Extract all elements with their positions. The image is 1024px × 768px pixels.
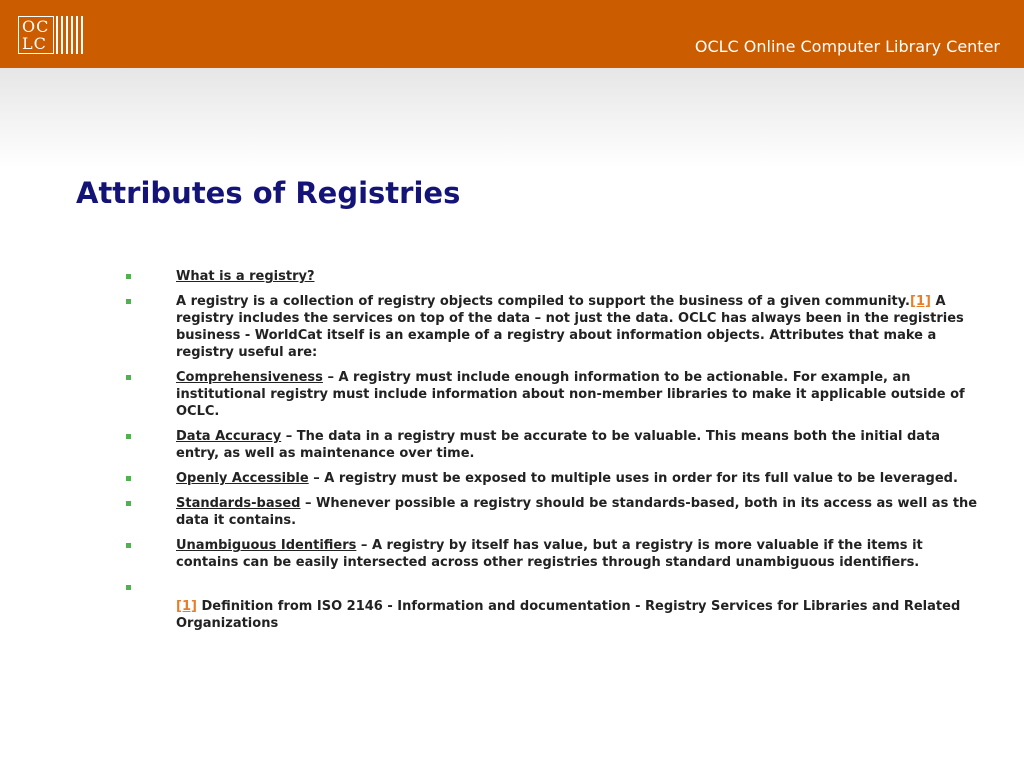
term-standards-based: Standards-based [176,496,301,511]
list-item-footnote [126,579,986,632]
list-item [126,293,986,361]
bullet-icon [126,375,131,380]
item-text: A registry is a collection of registry objects compiled to support the business of a given community. [176,294,910,309]
bullet-icon [126,585,131,590]
logo-line-2: LC [22,34,47,53]
footnote [176,598,986,632]
item-text: – A registry by itself has value, but a registry is more valuable if the items it contains can be easily intersected across other registries through standard unambiguous identifiers. [176,538,923,570]
item-text: A registry includes the services on top of the data – not just the data. OCLC has always been in the registries business - WorldCat itself is an example of a registry about information objects. Attributes that make a registry useful are: [176,294,964,360]
list-item [126,268,986,285]
list-item [126,428,986,462]
bullet-icon [126,299,131,304]
bullet-icon [126,501,131,506]
header-bar [0,0,1024,68]
bullet-icon [126,543,131,548]
org-name: OCLC Online Computer Library Center [694,37,1000,56]
term-comprehensiveness: Comprehensiveness [176,370,323,385]
term-openly-accessible: Openly Accessible [176,471,309,486]
bullet-icon [126,274,131,279]
bullet-list [126,268,986,640]
oclc-logo [18,16,82,54]
item-text: – The data in a registry must be accurate to be valuable. This means both the initial data entry, as well as maintenance over time. [176,429,941,461]
list-item [126,495,986,529]
footnote-anchor-link[interactable]: [1] [176,599,197,614]
item-text: – Whenever possible a registry should be standards-based, both in its access as well as the data it contains. [176,496,978,528]
item-text: – A registry must include enough information to be actionable. For example, an institutional registry must include information about non-member libraries to make it applicable outside of OCLC. [176,370,965,419]
header-gradient-band [0,68,1024,168]
list-item [126,470,986,487]
footnote-ref-link[interactable]: [1] [910,294,931,309]
list-item [126,369,986,420]
term-data-accuracy: Data Accuracy [176,429,282,444]
slide-title: Attributes of Registries [76,176,461,210]
bullet-icon [126,434,131,439]
list-item [126,537,986,571]
term-unambiguous-identifiers: Unambiguous Identifiers [176,538,357,553]
logo-line-1: OC [22,17,50,36]
logo-box [18,16,54,54]
item-text: – A registry must be exposed to multiple uses in order for its full value to be leveraged. [308,471,958,486]
footnote-text: Definition from ISO 2146 - Information and documentation - Registry Services for Libraries and Related Organizations [176,599,961,631]
term-what-is-registry: What is a registry? [176,269,315,284]
bullet-icon [126,476,131,481]
